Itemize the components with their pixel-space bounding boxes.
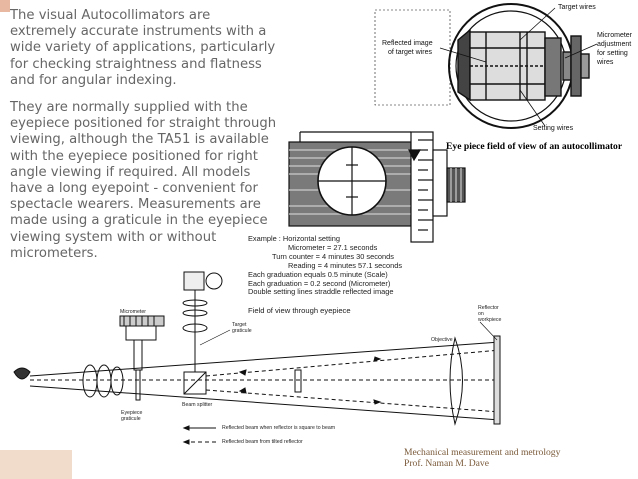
optical-path-diagram <box>14 269 500 444</box>
eyepiece-caption: Eye piece field of view of an autocollimator <box>446 141 623 152</box>
example-line: Each graduation equals 0.5 minute (Scale) <box>248 269 388 279</box>
credit-line-1: Mechanical measurement and metrology <box>404 447 561 458</box>
example-line: Micrometer = 27.1 seconds <box>288 242 378 252</box>
setting-wires-label: Setting wires <box>533 125 574 132</box>
beam-splitter-label: Beam splitter <box>182 402 213 408</box>
example-line: Double setting lines straddle reflected image <box>248 287 394 297</box>
wires-label: wires <box>597 59 614 66</box>
example-box <box>248 235 402 297</box>
legend-tilted-label: Reflected beam from tilted reflector <box>222 439 303 445</box>
eyepiece-field-figure <box>375 4 597 128</box>
adjustment-label: adjustment <box>597 41 632 48</box>
of-target-wires-label: of target wires <box>388 49 432 56</box>
micrometer-stem <box>581 54 589 78</box>
example-line: Example : Horizontal setting <box>248 234 341 243</box>
micrometer-knob <box>571 36 581 96</box>
eyepiece-graticule-label-1: Eyepiece <box>121 410 143 416</box>
example-line: Each graduation = 0.2 second (Micrometer) <box>248 278 391 288</box>
paragraph-1: The visual Autocollimators are extremely accurate instruments with a wide variety of applications, particularly for checking straightness and flatness and for angular indexing. <box>10 8 276 88</box>
reflector-label-3: workpiece <box>478 317 502 323</box>
reflected-image-label: Reflected image <box>382 40 433 47</box>
objective-label: Objective <box>431 337 453 343</box>
reflector-label-2: on <box>478 311 484 317</box>
micrometer-label: Micrometer <box>597 32 633 39</box>
field-of-view-label: Field of view through eyepiece <box>248 306 351 315</box>
target-graticule-label-1: Target <box>232 322 247 328</box>
scale-bar <box>411 132 433 242</box>
paragraph-2: They are normally supplied with the eyepiece positioned for straight through viewing, although the TA51 is available with the eyepiece positioned for right angle viewing if required. All models have a long eyepoint - convenient for spectacle wearers. Measurements are made using a graticule in the eyepiece viewing system with or without micrometers. <box>10 100 277 261</box>
autocollimator-body <box>289 132 465 242</box>
legend-square-label: Reflected beam when reflector is square to beam <box>222 425 336 431</box>
optics-micrometer-label: Micrometer <box>120 309 146 315</box>
credit-line-2: Prof. Naman M. Dave <box>404 458 489 469</box>
credit-block <box>404 447 560 469</box>
target-wires-label: Target wires <box>558 4 596 11</box>
target-graticule-label-2: graticule <box>232 328 252 334</box>
eyepiece-graticule-label-2: graticule <box>121 416 141 422</box>
reflector-label-1: Reflector <box>478 305 499 311</box>
for-setting-label: for setting <box>597 50 628 57</box>
eye-icon <box>14 368 30 379</box>
example-line: Reading = 4 minutes 57.1 seconds <box>288 260 403 270</box>
example-line: Turn counter = 4 minutes 30 seconds <box>272 251 394 261</box>
